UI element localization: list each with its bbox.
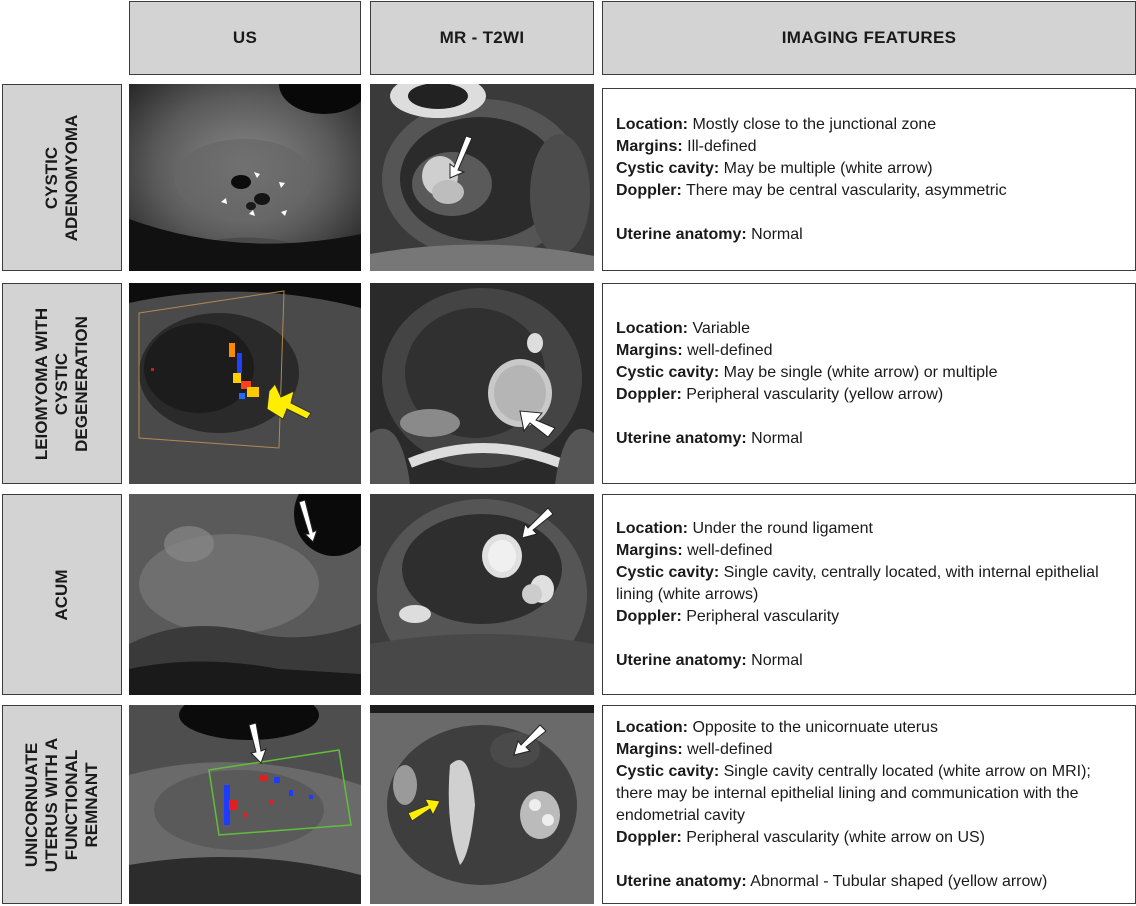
doppler-label: Doppler:: [616, 607, 682, 625]
cystic-cavity-label: Cystic cavity:: [616, 563, 720, 581]
column-header-us: US: [129, 1, 361, 75]
uterine-anatomy-value: Abnormal - Tubular shaped (yellow arrow): [746, 872, 1048, 890]
row-label-unicornuate: [2, 705, 122, 904]
mr-image-unicornuate: [370, 705, 594, 904]
row-label-text: UNICORNUATE UTERUS WITH A FUNCTIONAL REMNANT: [22, 737, 101, 872]
location-value: Mostly close to the junctional zone: [688, 115, 937, 133]
doppler-label: Doppler:: [616, 385, 682, 403]
margins-label: Margins:: [616, 541, 683, 559]
column-header-mr: MR - T2WI: [370, 1, 594, 75]
uterine-anatomy-value: Normal: [746, 429, 803, 447]
location-label: Location:: [616, 519, 688, 537]
uterine-anatomy-label: Uterine anatomy:: [616, 225, 747, 243]
cystic-cavity-label: Cystic cavity:: [616, 159, 720, 177]
row-label-text: CYSTIC ADENOMYOMA: [42, 114, 81, 241]
row-label-text: ACUM: [52, 569, 71, 620]
cystic-cavity-label: Cystic cavity:: [616, 363, 720, 381]
column-header-features: IMAGING FEATURES: [602, 1, 1136, 75]
doppler-value: Peripheral vascularity (white arrow on US): [681, 828, 985, 846]
doppler-value: There may be central vascularity, asymmetric: [681, 181, 1007, 199]
cystic-cavity-value: Single cavity centrally located (white arrow on MRI); there may be internal epithelial lining and communication with the endometrial cavity: [616, 762, 1091, 824]
doppler-label: Doppler:: [616, 181, 682, 199]
mr-image-acum: [370, 494, 594, 695]
margins-value: well-defined: [682, 341, 773, 359]
us-image-acum: [129, 494, 361, 695]
us-image-cystic-adenomyoma: [129, 84, 361, 271]
doppler-label: Doppler:: [616, 828, 682, 846]
us-image-leiomyoma: [129, 283, 361, 484]
features-acum: [602, 494, 1136, 695]
mr-image-cystic-adenomyoma: [370, 84, 594, 271]
cystic-cavity-value: Single cavity, centrally located, with internal epithelial lining (white arrows): [616, 563, 1099, 603]
margins-value: Ill-defined: [682, 137, 757, 155]
margins-label: Margins:: [616, 341, 683, 359]
doppler-value: Peripheral vascularity (yellow arrow): [681, 385, 944, 403]
uterine-anatomy-value: Normal: [746, 225, 803, 243]
row-label-acum: [2, 494, 122, 695]
row-label-cystic-adenomyoma: [2, 84, 122, 271]
features-leiomyoma: [602, 283, 1136, 484]
mr-image-leiomyoma: [370, 283, 594, 484]
location-value: Opposite to the unicornuate uterus: [688, 718, 938, 736]
uterine-anatomy-label: Uterine anatomy:: [616, 429, 747, 447]
features-cystic-adenomyoma: [602, 88, 1136, 271]
margins-label: Margins:: [616, 740, 683, 758]
row-label-leiomyoma: [2, 283, 122, 484]
margins-value: well-defined: [682, 740, 773, 758]
doppler-value: Peripheral vascularity: [681, 607, 840, 625]
margins-label: Margins:: [616, 137, 683, 155]
features-unicornuate: [602, 705, 1136, 904]
location-label: Location:: [616, 115, 688, 133]
cystic-cavity-label: Cystic cavity:: [616, 762, 720, 780]
location-value: Under the round ligament: [688, 519, 873, 537]
uterine-anatomy-label: Uterine anatomy:: [616, 651, 747, 669]
row-label-text: LEIOMYOMA WITH CYSTIC DEGENERATION: [32, 307, 91, 460]
cystic-cavity-value: May be multiple (white arrow): [719, 159, 933, 177]
margins-value: well-defined: [682, 541, 773, 559]
location-label: Location:: [616, 319, 688, 337]
uterine-anatomy-label: Uterine anatomy:: [616, 872, 747, 890]
uterine-anatomy-value: Normal: [746, 651, 803, 669]
location-value: Variable: [688, 319, 750, 337]
us-image-unicornuate: [129, 705, 361, 904]
cystic-cavity-value: May be single (white arrow) or multiple: [719, 363, 998, 381]
location-label: Location:: [616, 718, 688, 736]
